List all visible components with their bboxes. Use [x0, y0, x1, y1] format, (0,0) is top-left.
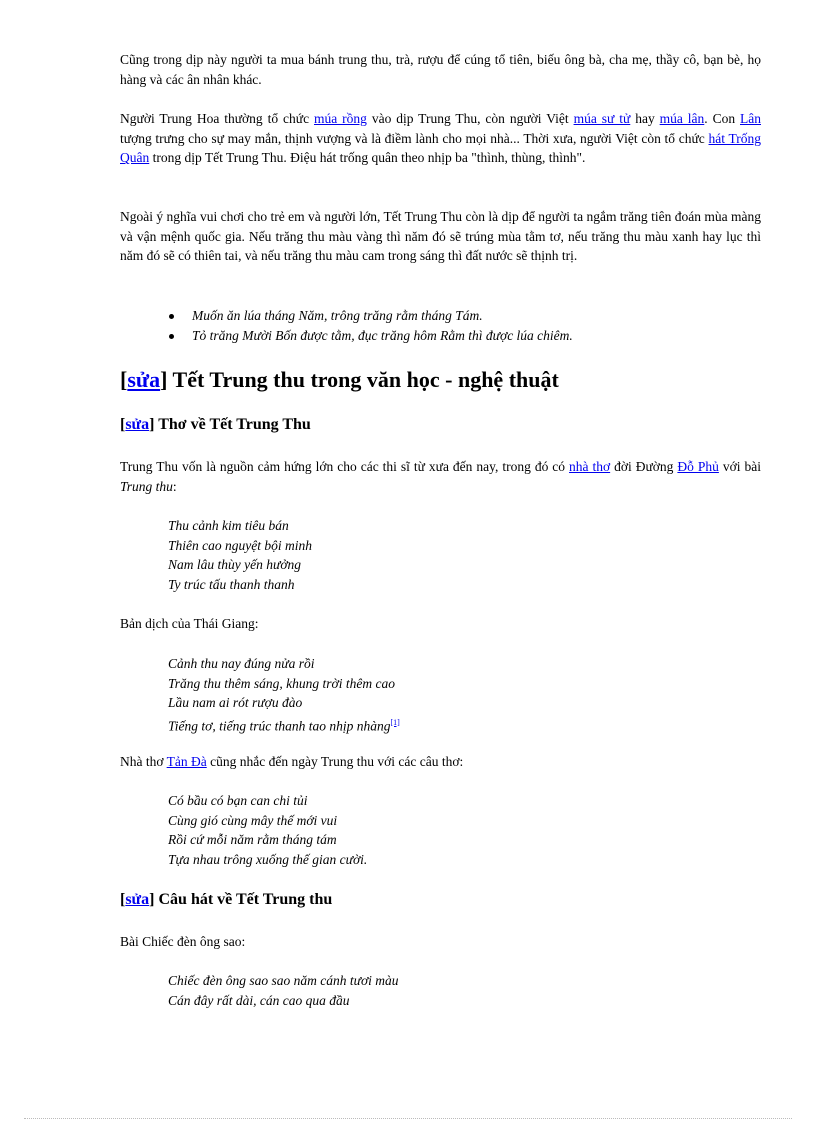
verse-line: Cùng gió cùng mây thế mới vui — [168, 812, 338, 828]
bullet-icon — [169, 314, 174, 319]
paragraph-song-intro: Bài Chiếc đèn ông sao: — [120, 934, 246, 949]
footnote-link[interactable]: [1] — [390, 717, 400, 727]
subsection-heading-poems: [sửa] Thơ về Tết Trung Thu — [120, 416, 311, 433]
text-run: đời Đường — [610, 459, 678, 474]
verse-line: Tiếng tơ, tiếng trúc thanh tao nhịp nhàng[1] — [168, 717, 400, 733]
verse-line: Trăng thu thêm sáng, khung trời thêm cao — [168, 675, 395, 691]
section-heading-literature: [sửa] Tết Trung thu trong văn học - nghệ thuật — [120, 367, 559, 392]
poem-tan-da — [168, 791, 367, 869]
paragraph-mooncake-offerings: Cũng trong dịp này người ta mua bánh trung thu, trà, rượu để cúng tổ tiên, biếu ông bà, cha mẹ, thầy cô, bạn bè, họ hàng và các ân nhân khác. — [120, 52, 761, 87]
verse-line: Thu cảnh kim tiêu bán — [168, 518, 289, 533]
subsection-heading-text: Câu hát về Tết Trung thu — [158, 891, 333, 908]
verse-line: Nam lâu thùy yến hưởng — [168, 557, 302, 572]
poem-original — [168, 516, 312, 594]
song-lyrics — [168, 971, 399, 1010]
text-run: hay — [630, 111, 660, 126]
link-mua-rong[interactable]: múa rồng — [314, 111, 367, 126]
text-run: . Con — [704, 111, 740, 126]
verse-line: Cảnh thu nay đúng nửa rồi — [168, 656, 315, 671]
verse-line: Tựa nhau trông xuống thế gian cười. — [168, 851, 368, 867]
subsection-heading-text: Thơ về Tết Trung Thu — [158, 416, 311, 433]
text-run: Nhà thơ — [120, 754, 167, 769]
verse-line: Rồi cứ mỗi năm rằm tháng tám — [168, 832, 337, 847]
list-item: Muốn ăn lúa tháng Năm, trông trăng rằm tháng Tám. — [192, 306, 752, 326]
text-run: vào dịp Trung Thu, còn người Việt — [366, 111, 574, 126]
edit-section-link[interactable]: sửa — [127, 367, 161, 392]
paragraph-tan-da — [120, 752, 761, 772]
bullet-icon — [169, 334, 174, 339]
poem-title: Trung thu — [120, 478, 173, 494]
verse-line: Lầu nam ai rót rượu đào — [168, 695, 303, 710]
poem-translation — [168, 654, 400, 736]
subsection-heading-songs: [sửa] Câu hát về Tết Trung thu — [120, 891, 333, 908]
section-heading-text: Tết Trung thu trong văn học - nghệ thuật — [172, 367, 559, 392]
verse-line: Chiếc đèn ông sao sao năm cánh tươi màu — [168, 973, 399, 988]
text-run: : — [172, 478, 177, 494]
link-hat-trong-quan[interactable]: hát Trống Quân — [120, 130, 761, 165]
verse-line: Có bầu có bạn can chi tủi — [168, 793, 308, 808]
page-bottom-divider — [24, 1118, 792, 1119]
link-lan[interactable]: Lân — [740, 111, 761, 126]
verse-line: Cán đây rất dài, cán cao qua đầu — [168, 992, 350, 1008]
text-run: cũng nhắc đến ngày Trung thu với các câu thơ: — [206, 754, 464, 769]
link-mua-su-tu[interactable]: múa sư tử — [573, 111, 631, 126]
proverb-list — [192, 306, 752, 345]
paragraph-lion-dance — [120, 109, 761, 168]
list-item: Tỏ trăng Mười Bốn được tằm, đục trăng hôm Rằm thì được lúa chiêm. — [192, 326, 752, 346]
paragraph-translation-intro: Bản dịch của Thái Giang: — [120, 616, 259, 631]
text-run: với bài — [718, 459, 761, 474]
edit-section-link[interactable]: sửa — [125, 416, 150, 433]
text-run: Người Trung Hoa thường tổ chức — [120, 111, 314, 126]
text-run: tượng trưng cho sự may mắn, thịnh vượng và là điềm lành cho mọi nhà... Thời xưa, người Việt còn tổ chức — [120, 130, 709, 146]
paragraph-moon-watching: Ngoài ý nghĩa vui chơi cho trẻ em và người lớn, Tết Trung Thu còn là dịp để người ta ngắm trăng tiên đoán mùa màng và vận mệnh quốc gia. Nếu trăng thu màu vàng thì năm đó sẽ trúng mùa tằm tơ, nếu trăng thu màu xanh hay lục thì năm đó sẽ có thiên tai, và nếu trăng thu màu cam trong sáng thì đất nước sẽ thịnh trị. — [120, 209, 761, 263]
edit-section-link[interactable]: sửa — [125, 891, 150, 908]
link-mua-lan[interactable]: múa lân — [659, 111, 705, 126]
paragraph-du-fu — [120, 457, 761, 496]
link-nha-tho[interactable]: nhà thơ — [569, 459, 611, 474]
verse-line: Thiên cao nguyệt bội minh — [168, 537, 312, 553]
link-do-phu[interactable]: Đỗ Phủ — [677, 459, 719, 474]
link-tan-da[interactable]: Tản Đà — [166, 754, 207, 769]
text-run: trong dịp Tết Trung Thu. Điệu hát trống quân theo nhịp ba "thình, thùng, thình". — [149, 150, 586, 165]
verse-line: Ty trúc tấu thanh thanh — [168, 576, 295, 592]
text-run: Trung Thu vốn là nguồn cảm hứng lớn cho các thi sĩ từ xưa đến nay, trong đó có — [120, 459, 570, 474]
